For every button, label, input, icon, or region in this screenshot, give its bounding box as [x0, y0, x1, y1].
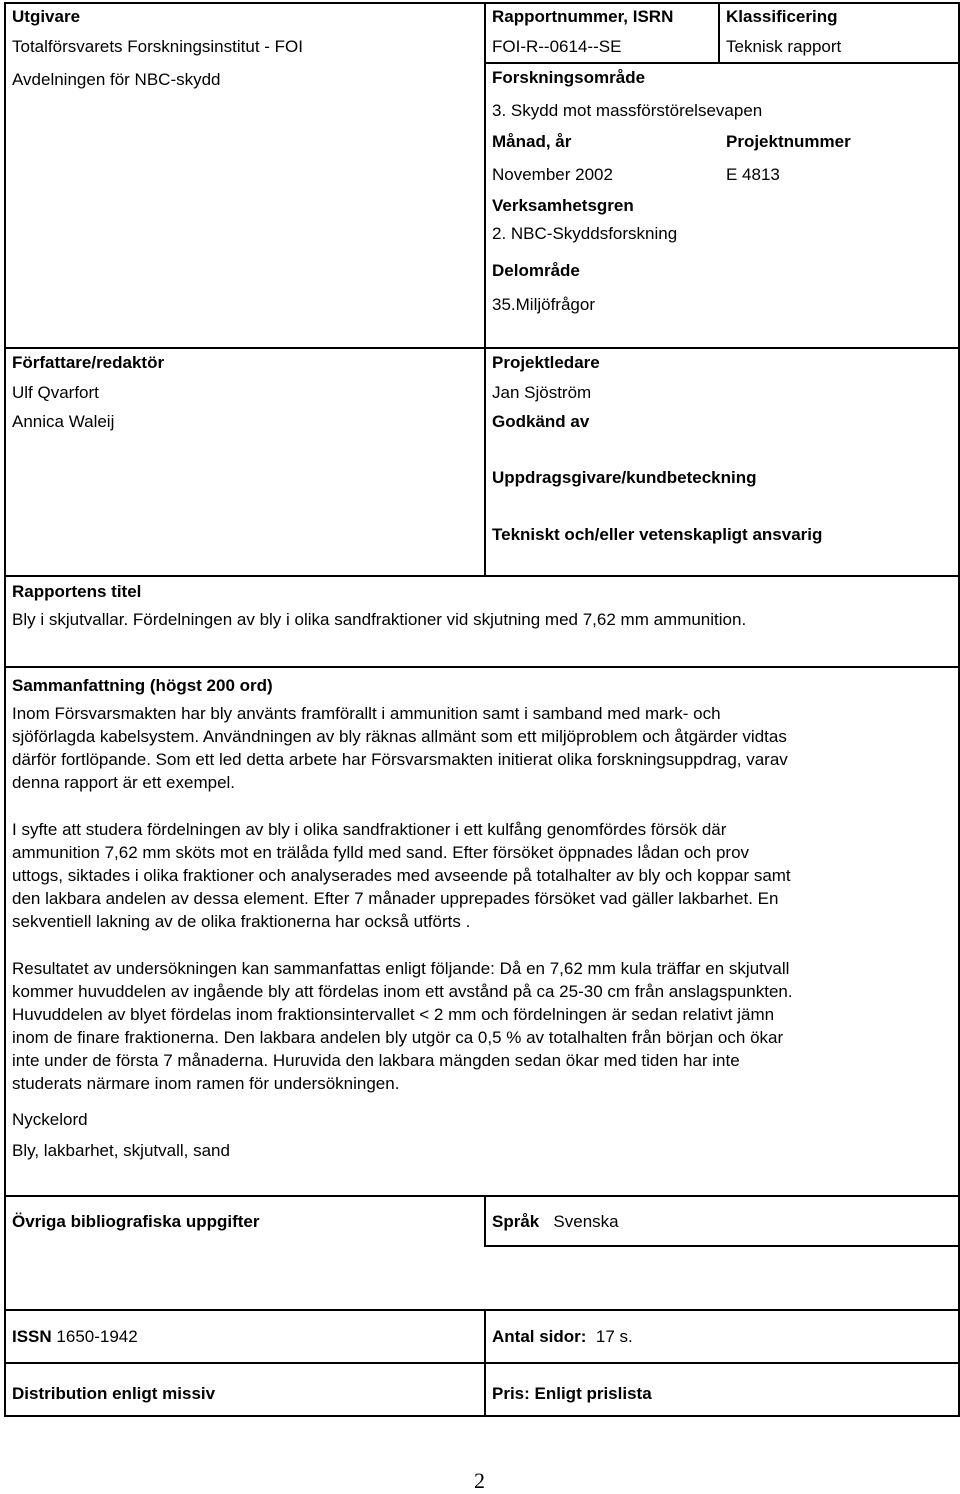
report-number-label: Rapportnummer, ISRN — [492, 7, 674, 26]
summary-p1-line: sjöförlagda kabelsystem. Användningen av bly räknas allmänt som ett miljöproblem och åtgärder vidtas — [12, 727, 787, 746]
page-number: 2 — [474, 1468, 485, 1493]
distribution-label: Distribution enligt missiv — [12, 1384, 216, 1403]
divider-classification-col — [718, 2, 720, 64]
language-field — [492, 1212, 619, 1232]
divider-under-header — [4, 347, 960, 349]
divider-under-title — [4, 666, 960, 668]
summary-paragraph-1 — [12, 702, 942, 794]
issn-value: 1650-1942 — [56, 1327, 138, 1346]
divider-header-col — [484, 2, 486, 576]
month-year: November 2002 — [492, 165, 613, 184]
author-2: Annica Waleij — [12, 412, 115, 431]
divider-under-responsible — [4, 575, 960, 577]
summary-p2-line: ammunition 7,62 mm sköts mot en trälåda fylld med sand. Efter försöket öppnades lådan och prov — [12, 843, 750, 862]
divider-under-language — [484, 1245, 960, 1247]
project-number: E 4813 — [726, 165, 780, 184]
project-leader: Jan Sjöström — [492, 383, 592, 402]
approved-by-label: Godkänd av — [492, 412, 590, 431]
pages-field — [492, 1327, 633, 1347]
summary-p3-line: kommer huvuddelen av ingående bly att fördelas inom ett avstånd på ca 25-30 cm från anslagspunkten. — [12, 982, 793, 1001]
pages-value: 17 s. — [595, 1327, 633, 1346]
research-area-label: Forskningsområde — [492, 68, 646, 87]
border-bottom — [4, 1415, 960, 1417]
language-value: Svenska — [553, 1212, 619, 1231]
issn-field — [12, 1327, 138, 1347]
publisher-line1: Totalförsvarets Forskningsinstitut - FOI — [12, 37, 303, 56]
summary-p1-line: därför fortlöpande. Som ett led detta arbete har Försvarsmakten initierat olika forskningsuppdrag, varav — [12, 750, 788, 769]
summary-p2-line: I syfte att studera fördelningen av bly i olika sandfraktioner i ett kulfång genomfördes försök där — [12, 820, 727, 839]
summary-p2-line: den lakbara andelen av dessa element. Efter 7 månader upprepades försöket vad gäller lakbarhet. En — [12, 889, 779, 908]
divider-language-col — [484, 1195, 486, 1247]
report-number: FOI-R--0614--SE — [492, 37, 622, 56]
classification-label: Klassificering — [726, 7, 838, 26]
authors-label: Författare/redaktör — [12, 353, 165, 372]
branch: 2. NBC-Skyddsforskning — [492, 224, 678, 243]
issn-label: ISSN — [12, 1327, 52, 1346]
report-title: Bly i skjutvallar. Fördelningen av bly i olika sandfraktioner vid skjutning med 7,62 mm ammunition. — [12, 610, 747, 629]
summary-p3-line: studerats närmare inom ramen för undersökningen. — [12, 1074, 400, 1093]
price-label: Pris: Enligt prislista — [492, 1384, 652, 1403]
divider-under-report-number — [484, 62, 960, 64]
report-title-label: Rapportens titel — [12, 582, 142, 601]
summary-p3-line: inom de finare fraktionerna. Den lakbara andelen bly utgör ca 0,5 % av totalhalten från början och ökar — [12, 1028, 784, 1047]
border-left — [4, 2, 6, 1417]
summary-p1-line: denna rapport är ett exempel. — [12, 773, 236, 792]
summary-paragraph-3 — [12, 957, 942, 1095]
subarea-label: Delområde — [492, 261, 580, 280]
project-number-label: Projektnummer — [726, 132, 851, 151]
summary-p2-line: sekventiell lakning av de olika fraktionerna har också utförts . — [12, 912, 471, 931]
border-top — [4, 2, 960, 4]
client-label: Uppdragsgivare/kundbeteckning — [492, 468, 757, 487]
summary-paragraph-2 — [12, 818, 942, 933]
pages-label: Antal sidor: — [492, 1327, 587, 1346]
summary-p3-line: Huvuddelen av blyet fördelas inom fraktionsintervallet < 2 mm och fördelningen är sedan relativt jämn — [12, 1005, 775, 1024]
author-1: Ulf Qvarfort — [12, 383, 99, 402]
divider-under-keywords — [4, 1195, 960, 1197]
summary-p3-line: inte under de första 7 månaderna. Huruvida den lakbara mängden sedan ökar med tiden har inte — [12, 1051, 740, 1070]
publisher-line2: Avdelningen för NBC-skydd — [12, 70, 221, 89]
summary-p1-line: Inom Försvarsmakten har bly använts framförallt i ammunition samt i samband med mark- och — [12, 704, 721, 723]
branch-label: Verksamhetsgren — [492, 196, 634, 215]
research-area: 3. Skydd mot massförstörelsevapen — [492, 101, 763, 120]
responsible-label: Tekniskt och/eller vetenskapligt ansvarig — [492, 525, 823, 544]
keywords-label: Nyckelord — [12, 1110, 88, 1129]
divider-above-issn — [4, 1309, 960, 1311]
publisher-label: Utgivare — [12, 7, 81, 26]
divider-above-distribution — [4, 1362, 960, 1364]
keywords: Bly, lakbarhet, skjutvall, sand — [12, 1141, 230, 1160]
language-label: Språk — [492, 1212, 540, 1231]
summary-label: Sammanfattning (högst 200 ord) — [12, 676, 273, 695]
classification: Teknisk rapport — [726, 37, 842, 56]
project-leader-label: Projektledare — [492, 353, 600, 372]
month-year-label: Månad, år — [492, 132, 572, 151]
other-biblio-label: Övriga bibliografiska uppgifter — [12, 1212, 260, 1231]
summary-p3-line: Resultatet av undersökningen kan sammanfattas enligt följande: Då en 7,62 mm kula träffar en skjutvall — [12, 959, 790, 978]
summary-p2-line: uttogs, siktades i olika fraktioner och analyserades med avseende på totalhalter av bly och koppar samt — [12, 866, 791, 885]
subarea: 35.Miljöfrågor — [492, 295, 595, 314]
